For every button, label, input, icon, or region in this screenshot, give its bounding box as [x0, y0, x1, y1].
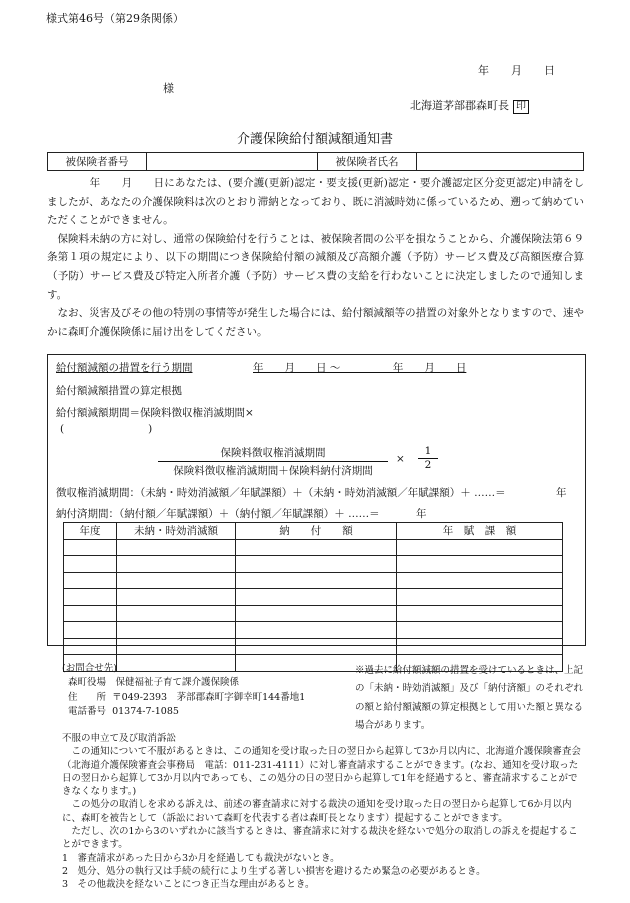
formula-paren: ( ) [60, 423, 153, 435]
formula-line: 給付額減額期間＝保険料徴収権消滅期間× [56, 407, 254, 419]
calculation-box [47, 354, 586, 646]
body-paragraph-3: なお、災害及びその他の特別の事情等が発生した場合には、給付額減額等の措置の対象外となりますので、速やかに森町介護保険係に届け出をしてください。 [47, 307, 584, 338]
table-cell [64, 605, 117, 622]
basis-label: 給付額減額措置の算定根拠 [56, 385, 182, 397]
appeal-item-3: 3 その他裁決を経ないことにつき正当な理由があるとき。 [62, 879, 315, 891]
table-cell [397, 622, 563, 639]
extinct-period-unit: 年 [556, 487, 567, 499]
table-cell [397, 572, 563, 589]
table-row [64, 605, 563, 622]
contact-heading: (お問合せ先) [62, 663, 117, 674]
table-row [64, 539, 563, 556]
issuer-line [410, 97, 529, 114]
paid-period-line: 納付済期間：（納付額／年賦課額）＋（納付額／年賦課額）＋ ……＝ [56, 508, 380, 520]
period-label: 給付額減額の措置を行う期間 [56, 362, 193, 374]
table-cell [236, 556, 397, 573]
half-denominator: 2 [424, 459, 432, 471]
table-cell [397, 605, 563, 622]
table-cell [236, 638, 397, 655]
seal-mark: 印 [513, 100, 529, 114]
address-label: 住 所 [68, 691, 107, 703]
period-value: 年 月 日 ～ 年 月 日 [253, 362, 467, 374]
appeal-heading: 不服の申立て及び取消訴訟 [62, 733, 177, 744]
contact-phone-row [62, 705, 305, 719]
table-cell [117, 638, 236, 655]
table-row [64, 572, 563, 589]
fraction-denominator: 保険料徴収権消滅期間＋保険料納付済期間 [173, 465, 373, 477]
table-row [64, 556, 563, 573]
issuer-name: 北海道茅部郡森町長 [410, 99, 509, 112]
appeal-item-1: 1 審査請求があった日から3か月を経過しても裁決がないとき。 [62, 852, 340, 864]
table-cell [117, 539, 236, 556]
table-cell [397, 589, 563, 606]
phone-label: 電話番号 [68, 705, 107, 717]
table-row [64, 589, 563, 606]
col-header-annual-levy: 年 賦 課 額 [397, 523, 563, 540]
amount-table [63, 522, 563, 672]
extinct-period-line: 徴収権消滅期間：（未納・時効消滅額／年賦課額）＋（未納・時効消滅額／年賦課額）＋ ……＝ [56, 487, 506, 499]
insured-name-label: 被保険者氏名 [318, 153, 417, 171]
addressee-suffix: 様 [163, 82, 174, 95]
insured-info-table [47, 152, 584, 171]
half-numerator: 1 [418, 445, 438, 459]
table-row [64, 622, 563, 639]
table-cell [117, 605, 236, 622]
contact-address-row [62, 691, 305, 705]
table-cell [117, 556, 236, 573]
table-cell [64, 589, 117, 606]
insured-number-label: 被保険者番号 [48, 153, 147, 171]
table-cell [117, 622, 236, 639]
table-cell [397, 539, 563, 556]
table-cell [397, 638, 563, 655]
contact-block [62, 662, 305, 719]
table-cell [236, 589, 397, 606]
phone-value: 01374-7-1085 [112, 705, 179, 717]
table-cell [117, 589, 236, 606]
appeal-paragraph-3: ただし、次の1から3のいずれかに該当するときは、審査請求に対する裁決を経ないで処分の取消しの訴えを提起することができます。 [62, 826, 578, 851]
insured-number-value [147, 153, 318, 171]
table-cell [64, 572, 117, 589]
fraction-numerator: 保険料徴収権消滅期間 [158, 445, 388, 462]
fraction-half [418, 445, 438, 471]
table-cell [236, 539, 397, 556]
past-reduction-note: ※過去に給付額減額の措置を受けているときは、上記の「未納・時効消滅額」及び「納付済額」のそれぞれの額と給付額減額の算定根拠として用いた額と異なる場合があります。 [355, 665, 584, 732]
address-value: 〒049-2393 茅部郡森町字御幸町144番地1 [112, 691, 306, 703]
table-cell [64, 556, 117, 573]
times-sign: × [396, 453, 405, 465]
insured-name-value [417, 153, 584, 171]
table-cell [64, 539, 117, 556]
col-header-paid: 納 付 額 [236, 523, 397, 540]
table-cell [236, 622, 397, 639]
table-cell [236, 605, 397, 622]
appeal-paragraph-1: この通知について不服があるときは、この通知を受け取った日の翌日から起算して3か月以内に、北海道介護保険審査会（北海道介護保険審査会事務局 電話：011-231-4111）に対し審査請求することができます。(なお、通知を受け取った日の翌日から起算して3か月以内であっても、この処分の日の翌日から起算して1年を経過すると、審査請求することができなくなります。) [62, 746, 581, 798]
table-row [64, 638, 563, 655]
contact-office: 森町役場 保健福祉子育て課介護保険係 [68, 677, 240, 689]
document-title: 介護保険給付額減額通知書 [236, 132, 393, 147]
paid-period-unit: 年 [416, 508, 427, 520]
table-cell [397, 556, 563, 573]
table-cell [64, 622, 117, 639]
issue-date: 年 月 日 [478, 64, 555, 77]
form-number: 様式第46号（第29条関係） [46, 12, 184, 25]
body-paragraph-2: 保険料未納の方に対し、通常の保険給付を行うことは、被保険者間の公平を損なうことから、介護保険法第６９条第１項の規定により、以下の期間につき保険給付額の減額及び高額介護（予防）サービス費及び高額医療合算（予防）サービス費及び特定入所者介護（予防）サービス費の支給を行わないことに決定しましたので通知します。 [47, 232, 584, 301]
fraction-main [158, 445, 388, 478]
appeal-paragraph-2: この処分の取消しを求める訴えは、前述の審査請求に対する裁決の通知を受け取った日の翌日から起算して6か月以内に、森町を被告として（訴訟において森町を代表する者は森町長となります）提起することができます。 [62, 799, 572, 824]
appeal-item-2: 2 処分、処分の執行又は手続の続行により生ずる著しい損害を避けるため緊急の必要があるとき。 [62, 865, 486, 877]
body-paragraph-1: 年 月 日にあなたは、(要介護(更新)認定・要支援(更新)認定・要介護認定区分変更認定)申請をしましたが、あなたの介護保険料は次のとおり滞納となっており、既に消滅時効に係っているため、遡って納めていただくことができません。 [47, 177, 584, 227]
col-header-unpaid: 未納・時効消滅額 [117, 523, 236, 540]
appeal-section [62, 732, 582, 892]
body-text [47, 174, 584, 341]
table-cell [64, 638, 117, 655]
table-cell [236, 572, 397, 589]
col-header-fiscal-year: 年度 [64, 523, 117, 540]
table-cell [117, 572, 236, 589]
